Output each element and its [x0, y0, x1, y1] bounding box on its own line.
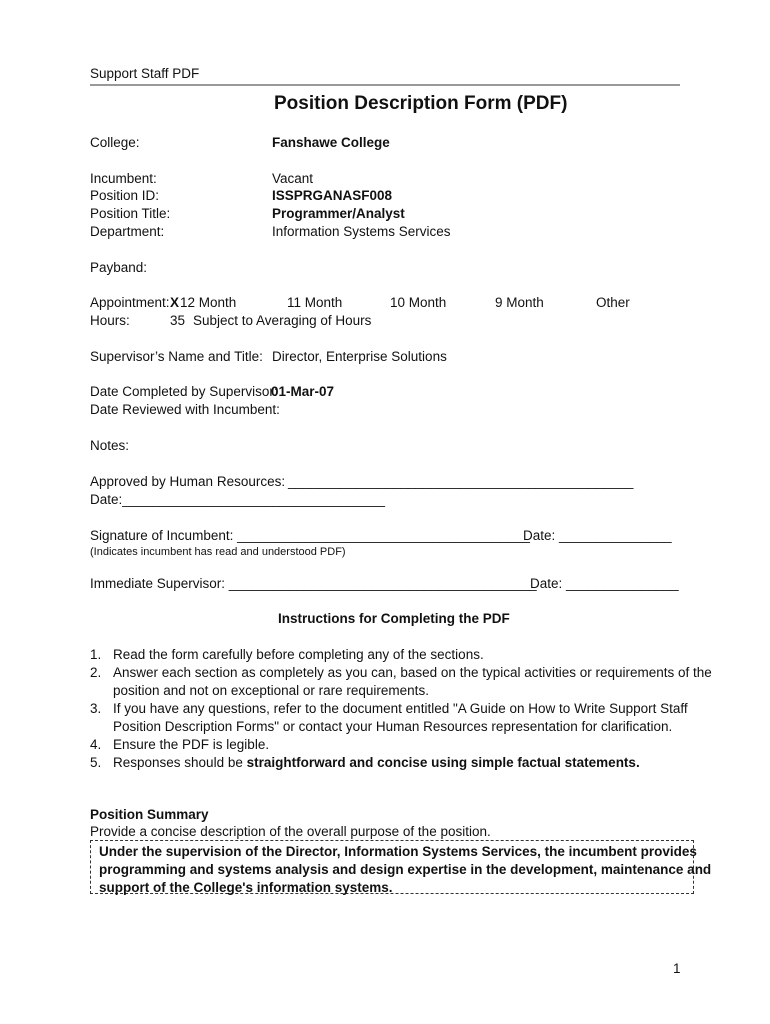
position-summary-line: support of the College's information systems. — [99, 880, 393, 895]
college-value: Fanshawe College — [272, 135, 390, 150]
instruction-number: 3. — [90, 701, 102, 716]
instruction-number: 1. — [90, 647, 102, 662]
department-value: Information Systems Services — [272, 224, 451, 239]
position-summary-heading: Position Summary — [90, 807, 209, 822]
date-completed-label: Date Completed by Supervisor: — [90, 384, 278, 399]
instruction-text: Ensure the PDF is legible. — [113, 737, 270, 752]
notes-label: Notes: — [90, 438, 130, 453]
department-label: Department: — [90, 224, 165, 239]
instruction-number: 2. — [90, 665, 102, 680]
instruction-text — [113, 754, 700, 772]
instruction-text: Position Description Forms" or contact your Human Resources representation for clarification. — [113, 719, 673, 734]
instruction-item — [90, 664, 712, 700]
supervisor-signature-line: Immediate Supervisor: _________________________________________ — [90, 576, 537, 591]
appointment-option-11: 11 Month — [287, 295, 343, 310]
position-id-label: Position ID: — [90, 188, 160, 203]
instruction-item — [90, 754, 700, 772]
appointment-option-other: Other — [596, 295, 630, 310]
supervisor-value: Director, Enterprise Solutions — [272, 349, 447, 364]
incumbent-label: Incumbent: — [90, 171, 157, 186]
incumbent-value: Vacant — [272, 171, 314, 186]
date-reviewed-label: Date Reviewed with Incumbent: — [90, 402, 280, 417]
hours-value: 35 — [170, 313, 186, 328]
instruction-number: 5. — [90, 755, 102, 770]
supervisor-signature-date: Date: _______________ — [530, 576, 679, 591]
appointment-option-9: 9 Month — [495, 295, 544, 310]
running-header: Support Staff PDF — [90, 66, 200, 81]
incumbent-signature-line: Signature of Incumbent: _______________________________________ — [90, 528, 530, 543]
instruction-item — [90, 700, 700, 736]
instructions-list — [90, 646, 712, 772]
position-summary-prompt: Provide a concise description of the overall purpose of the position. — [90, 824, 491, 839]
instruction-number: 4. — [90, 737, 102, 752]
page-number: 1 — [673, 961, 681, 976]
instruction-text: If you have any questions, refer to the document entitled "A Guide on How to Write Support Staff — [113, 701, 688, 716]
supervisor-label: Supervisor’s Name and Title: — [90, 349, 263, 364]
instruction-item — [90, 736, 700, 754]
position-summary-line: Under the supervision of the Director, Information Systems Services, the incumbent provides — [99, 844, 697, 859]
college-label: College: — [90, 135, 140, 150]
position-summary-line: programming and systems analysis and design expertise in the development, maintenance and — [99, 862, 712, 877]
instructions-heading: Instructions for Completing the PDF — [278, 611, 510, 626]
hours-note: Subject to Averaging of Hours — [193, 313, 372, 328]
incumbent-signature-date: Date: _______________ — [523, 528, 672, 543]
page-title: Position Description Form (PDF) — [274, 93, 568, 114]
hr-approval-date: Date:___________________________________ — [90, 492, 386, 507]
appointment-option-12: 12 Month — [180, 295, 237, 310]
appointment-mark: X — [170, 295, 180, 310]
instruction-text: Read the form carefully before completing any of the sections. — [113, 647, 484, 662]
position-summary-box[interactable] — [90, 840, 712, 895]
instruction-text-bold: straightforward and concise using simple factual statements. — [246, 755, 640, 770]
instruction-text: Answer each section as completely as you can, based on the typical activities or requirements of the — [113, 665, 712, 680]
payband-label: Payband: — [90, 260, 148, 275]
position-id-value: ISSPRGANASF008 — [272, 188, 393, 203]
appointment-option-10: 10 Month — [390, 295, 447, 310]
hr-approval-label: Approved by Human Resources: — [90, 474, 286, 489]
instruction-text: position and not on exceptional or rare requirements. — [113, 683, 429, 698]
hr-approval-line: ______________________________________________ — [288, 474, 634, 489]
instruction-text-plain: Responses should be — [113, 755, 247, 770]
header-rule — [90, 84, 680, 86]
appointment-label: Appointment: — [90, 295, 170, 310]
position-title-value: Programmer/Analyst — [272, 206, 405, 221]
instruction-item — [90, 646, 700, 664]
position-title-label: Position Title: — [90, 206, 171, 221]
hours-label: Hours: — [90, 313, 130, 328]
incumbent-signature-note: (Indicates incumbent has read and understood PDF) — [90, 546, 346, 558]
date-completed-value: 01-Mar-07 — [271, 384, 335, 399]
